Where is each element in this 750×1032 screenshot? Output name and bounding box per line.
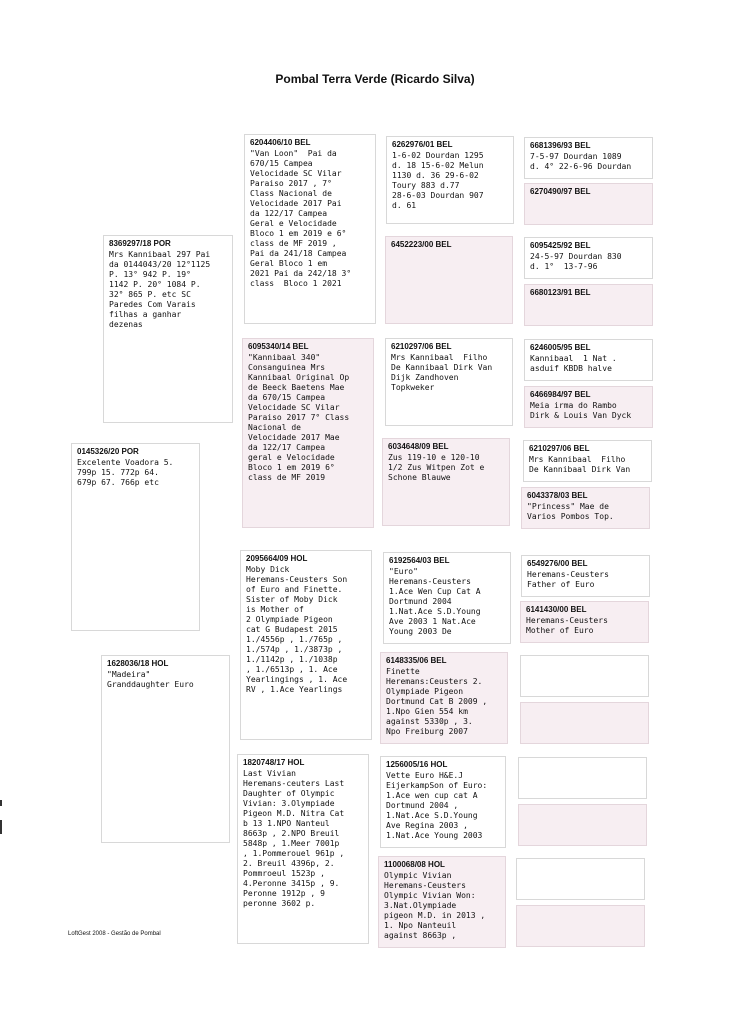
ring-number: 6095340/14 BEL bbox=[248, 342, 309, 351]
card-notes: Mrs Kannibaal Filho De Kannibaal Dirk Van bbox=[529, 455, 631, 474]
card-notes: 24-5-97 Dourdan 830 d. 1° 13-7-96 bbox=[530, 252, 622, 271]
pedigree-card-grandparent-2[interactable] bbox=[242, 338, 374, 528]
pedigree-card-great-grandparent-5[interactable] bbox=[383, 552, 511, 644]
pedigree-card-parent[interactable] bbox=[103, 235, 233, 423]
ring-number: 6549276/00 BEL bbox=[527, 559, 588, 568]
ring-number: 6452223/00 BEL bbox=[391, 240, 452, 249]
ring-number: 1820748/17 HOL bbox=[243, 758, 305, 767]
ring-number: 6246005/95 BEL bbox=[530, 343, 591, 352]
ring-number: 8369297/18 POR bbox=[109, 239, 171, 248]
pedigree-card-gen5-4[interactable] bbox=[524, 284, 653, 326]
pedigree-card-great-grandparent-6[interactable] bbox=[380, 652, 508, 744]
pedigree-card-gen5-empty-6[interactable] bbox=[516, 905, 645, 947]
pedigree-card-gen5-empty-2[interactable] bbox=[520, 702, 649, 744]
card-notes: Kannibaal 1 Nat . asduif KBDB halve bbox=[530, 354, 617, 373]
pedigree-card-gen5-10[interactable] bbox=[520, 601, 649, 643]
card-notes: Meia irma do Rambo Dirk & Louis Van Dyck bbox=[530, 401, 632, 420]
card-notes: Mrs Kannibaal 297 Pai da 0144043/20 12°1125 P. 13° 942 P. 19° 1142 P. 20° 1084 P. 32° 865 P. etc SC Paredes Com Varais filhas a ganhar dezenas bbox=[109, 250, 211, 329]
ring-number: 6095425/92 BEL bbox=[530, 241, 591, 250]
card-notes: "Van Loon" Pai da 670/15 Campea Velocidade SC Vilar Paraiso 2017 , 7° Class Nacional de Velocidade 2017 Pai da 122/17 Campea Geral e Velocidade Bloco 1 em 2019 e 6° class de MF 2019 , Pai da 241/18 Campea Geral Bloco 1 em 2021 Pai da 242/18 3° class Bloco 1 2021 bbox=[250, 149, 352, 288]
ring-number: 0145326/20 POR bbox=[77, 447, 139, 456]
ring-number: 6270490/97 BEL bbox=[530, 187, 591, 196]
pedigree-card-great-grandparent-8[interactable] bbox=[378, 856, 506, 948]
card-notes: "Princess" Mae de Varios Pombos Top. bbox=[527, 502, 614, 521]
ring-number: 1628036/18 HOL bbox=[107, 659, 169, 668]
ring-number: 6680123/91 BEL bbox=[530, 288, 591, 297]
pedigree-card-great-grandparent-7[interactable] bbox=[380, 756, 506, 848]
card-notes: 1-6-02 Dourdan 1295 d. 18 15-6-02 Melun 1130 d. 36 29-6-02 Toury 883 d.77 28-6-03 Dourdan 907 d. 61 bbox=[392, 151, 484, 210]
pedigree-card-great-grandparent-1[interactable] bbox=[386, 136, 514, 224]
pedigree-card-gen5-8[interactable] bbox=[521, 487, 650, 529]
scan-edge-mark bbox=[0, 820, 2, 834]
card-notes: Mrs Kannibaal Filho De Kannibaal Dirk Van Dijk Zandhoven Topkweker bbox=[391, 353, 493, 392]
card-notes: Moby Dick Heremans-Ceusters Son of Euro and Finette. Sister of Moby Dick is Mother of 2 Olympiade Pigeon cat G Budapest 2015 1./4556p , 1./765p , 1./574p , 1./3873p , 1./1142p , 1./1038p , 1./6513p , 1. Ace Yearlingings , 1. Ace RV , 1.Ace Yearlings bbox=[246, 565, 348, 694]
card-notes: 7-5-97 Dourdan 1089 d. 4° 22-6-96 Dourdan bbox=[530, 152, 632, 171]
pedigree-card-subject-sire[interactable] bbox=[71, 443, 200, 631]
card-notes: Finette Heremans:Ceusters 2. Olympiade Pigeon Dortmund Cat B 2009 , 1.Npo Gien 554 km against 5330p , 3. Npo Freiburg 2007 bbox=[386, 667, 488, 736]
pedigree-card-gen5-9[interactable] bbox=[521, 555, 650, 597]
footer-credit: LoftGest 2008 - Gestão de Pombal bbox=[68, 931, 161, 937]
pedigree-card-grandparent-4[interactable] bbox=[237, 754, 369, 944]
ring-number: 2095664/09 HOL bbox=[246, 554, 308, 563]
card-notes: Excelente Voadora 5. 799p 15. 772p 64. 679p 67. 766p etc bbox=[77, 458, 174, 487]
card-notes: Heremans-Ceusters Father of Euro bbox=[527, 570, 609, 589]
ring-number: 6681396/93 BEL bbox=[530, 141, 591, 150]
ring-number: 1100068/08 HOL bbox=[384, 860, 445, 869]
card-notes: Zus 119-10 e 120-10 1/2 Zus Witpen Zot e Schone Blauwe bbox=[388, 453, 485, 482]
pedigree-card-grandparent-3[interactable] bbox=[240, 550, 372, 740]
card-notes: "Madeira" Granddaughter Euro bbox=[107, 670, 194, 689]
ring-number: 6210297/06 BEL bbox=[529, 444, 590, 453]
ring-number: 6141430/00 BEL bbox=[526, 605, 587, 614]
pedigree-card-gen5-6[interactable] bbox=[524, 386, 653, 428]
pedigree-card-gen5-empty-1[interactable] bbox=[520, 655, 649, 697]
pedigree-card-gen5-5[interactable] bbox=[524, 339, 653, 381]
pedigree-card-gen5-3[interactable] bbox=[524, 237, 653, 279]
card-notes: Vette Euro H&E.J EijerkampSon of Euro: 1.Ace wen cup cat A Dortmund 2004 , 1.Nat.Ace S.D.Young Ave Regina 2003 , 1.Nat.Ace Young 2003 bbox=[386, 771, 488, 840]
ring-number: 6204406/10 BEL bbox=[250, 138, 311, 147]
ring-number: 6262976/01 BEL bbox=[392, 140, 453, 149]
pedigree-card-gen5-empty-5[interactable] bbox=[516, 858, 645, 900]
card-notes: "Euro" Heremans-Ceusters 1.Ace Wen Cup Cat A Dortmund 2004 1.Nat.Ace S.D.Young Ave 2003 1 Nat.Ace Young 2003 De bbox=[389, 567, 481, 636]
pedigree-card-great-grandparent-3[interactable] bbox=[385, 338, 513, 426]
pedigree-card-gen5-2[interactable] bbox=[524, 183, 653, 225]
ring-number: 6192564/03 BEL bbox=[389, 556, 450, 565]
pedigree-card-great-grandparent-2[interactable] bbox=[385, 236, 513, 324]
pedigree-card-gen5-empty-4[interactable] bbox=[518, 804, 647, 846]
ring-number: 1256005/16 HOL bbox=[386, 760, 448, 769]
ring-number: 6034648/09 BEL bbox=[388, 442, 449, 451]
page-title: Pombal Terra Verde (Ricardo Silva) bbox=[275, 72, 475, 86]
pedigree-card-subject-dam[interactable] bbox=[101, 655, 230, 843]
card-notes: Last Vivian Heremans-ceuters Last Daughter of Olympic Vivian: 3.Olympiade Pigeon M.D. Nitra Cat b 13 1.NPO Nanteul 8663p , 2.NPO Breuil 5848p , 1.Meer 7001p , 1.Pommerouel 961p , 2. Breuil 4396p, 2. Pommroeul 1523p , 4.Peronne 3415p , 9. Peronne 1912p , 9 peronne 3602 p. bbox=[243, 769, 345, 908]
pedigree-card-gen5-empty-3[interactable] bbox=[518, 757, 647, 799]
ring-number: 6043378/03 BEL bbox=[527, 491, 588, 500]
pedigree-card-gen5-1[interactable] bbox=[524, 137, 653, 179]
card-notes: Olympic Vivian Heremans-Ceusters Olympic Vivian Won: 3.Nat.Olympiade pigeon M.D. in 2013 , 1. Npo Nanteuil against 8663p , bbox=[384, 871, 486, 940]
pedigree-card-grandparent-1[interactable] bbox=[244, 134, 376, 324]
card-notes: Heremans-Ceusters Mother of Euro bbox=[526, 616, 608, 635]
pedigree-card-gen5-7[interactable] bbox=[523, 440, 652, 482]
ring-number: 6466984/97 BEL bbox=[530, 390, 591, 399]
card-notes: "Kannibaal 340" Consanguinea Mrs Kannibaal Original Op de Beeck Baetens Mae da 670/15 Campea Velocidade SC Vilar Paraiso 2017 7° Class Nacional de Velocidade 2017 Mae da 122/17 Campea geral e Velocidade Bloco 1 em 2019 6° class de MF 2019 bbox=[248, 353, 350, 482]
ring-number: 6210297/06 BEL bbox=[391, 342, 452, 351]
scan-edge-mark bbox=[0, 800, 2, 806]
ring-number: 6148335/06 BEL bbox=[386, 656, 447, 665]
pedigree-card-great-grandparent-4[interactable] bbox=[382, 438, 510, 526]
